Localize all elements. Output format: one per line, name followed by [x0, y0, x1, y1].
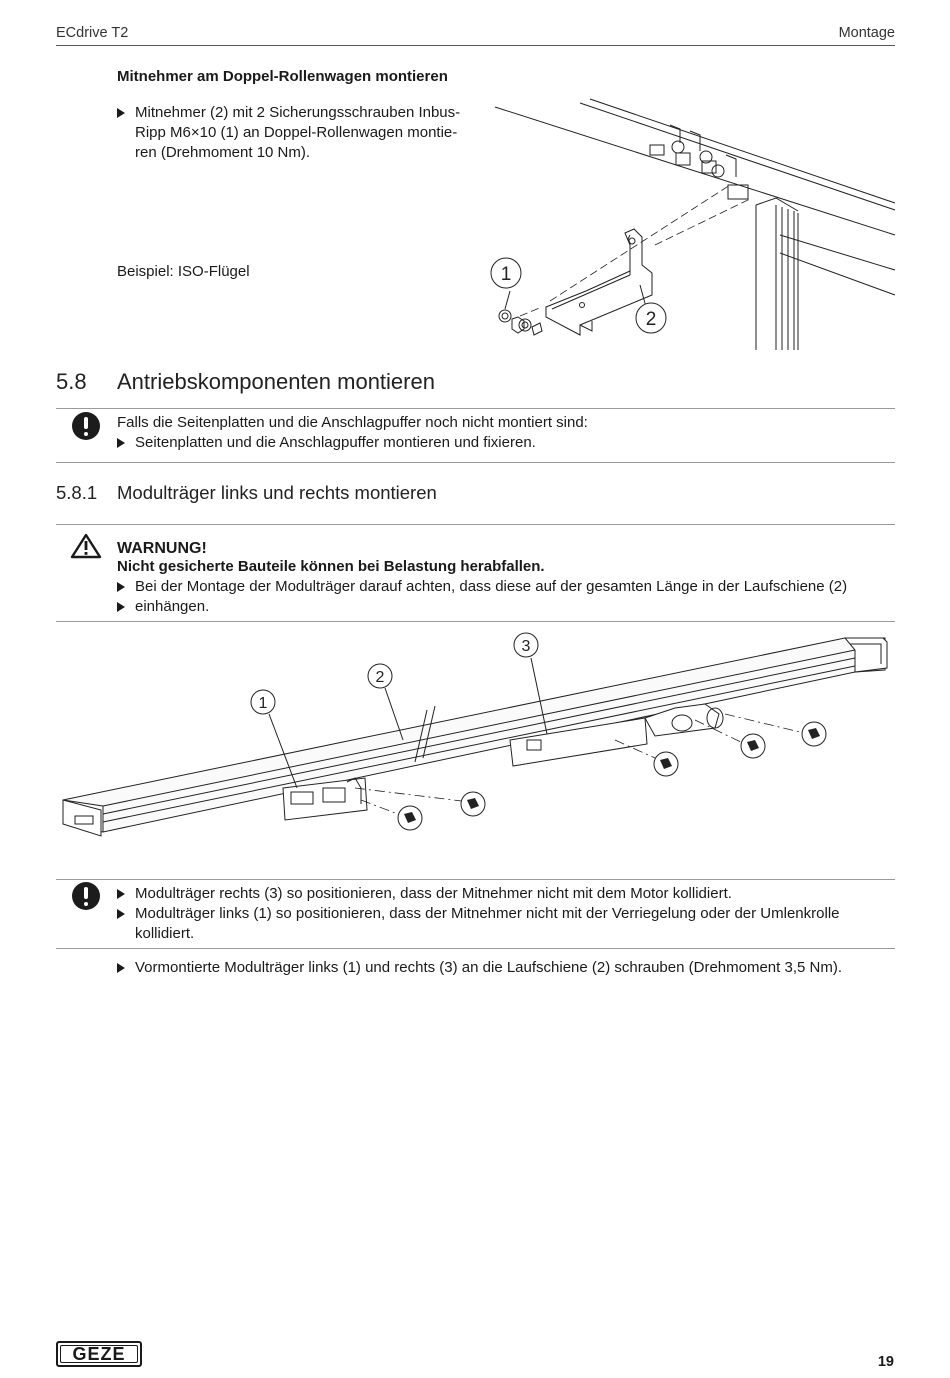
bullet-arrow-icon — [117, 108, 125, 118]
section-title: Antriebskomponenten montieren — [117, 369, 435, 394]
note2-step-1 — [117, 884, 887, 904]
mitnehmer-callout-1: 1 — [500, 264, 512, 285]
warning-step-2-text: einhängen. — [135, 598, 210, 615]
module-callout-1: 1 — [258, 695, 268, 712]
warning-bottom-rule — [56, 621, 895, 622]
final-step — [117, 958, 887, 978]
bullet-arrow-icon — [117, 582, 125, 592]
note2-top-rule — [56, 879, 895, 880]
bullet-arrow-icon — [117, 438, 125, 448]
section-number: 5.8 — [56, 369, 87, 394]
note2-step-2 — [117, 904, 887, 924]
module-carrier-illustration — [55, 628, 895, 868]
mitnehmer-step-line-2: Ripp M6×10 (1) an Doppel-Rollenwagen montie- — [135, 124, 458, 141]
final-step-text: Vormontierte Modulträger links (1) und rechts (3) an die Laufschiene (2) schrauben (Drehmoment 3,5 Nm). — [135, 959, 842, 976]
note1-step — [117, 433, 817, 453]
header-chapter: Montage — [838, 25, 895, 41]
geze-logo-text: GEZE — [72, 1344, 126, 1364]
subsection-title: Modulträger links und rechts montieren — [117, 482, 437, 503]
bullet-arrow-icon — [117, 909, 125, 919]
note2-step-2-text: Modulträger links (1) so positionieren, dass der Mitnehmer nicht mit der Verriegelung oder der Umlenkrolle — [135, 905, 840, 922]
header-rule — [56, 45, 895, 46]
module-callout-3: 3 — [521, 638, 531, 655]
mitnehmer-illustration — [480, 95, 900, 355]
mitnehmer-callout-2: 2 — [645, 309, 657, 330]
warning-subtitle: Nicht gesicherte Bauteile können bei Belastung herabfallen. — [117, 558, 545, 575]
subsection-number: 5.8.1 — [56, 482, 98, 503]
mitnehmer-heading: Mitnehmer am Doppel-Rollenwagen montieren — [117, 68, 448, 85]
bullet-arrow-icon — [117, 602, 125, 612]
mitnehmer-step-line-1: Mitnehmer (2) mit 2 Sicherungsschrauben Inbus- — [135, 104, 461, 121]
warning-step-1 — [117, 577, 887, 597]
mitnehmer-step-line-3: ren (Drehmoment 10 Nm). — [135, 144, 311, 161]
module-callout-2: 2 — [375, 669, 385, 686]
note1-top-rule — [56, 408, 895, 409]
note1-step-text: Seitenplatten und die Anschlagpuffer montieren und fixieren. — [135, 434, 536, 451]
geze-logo — [56, 1341, 142, 1367]
warning-step-1-text: Bei der Montage der Modulträger darauf achten, dass diese auf der gesamten Länge in der Laufschiene (2) — [135, 578, 848, 595]
note2-continuation: kollidiert. — [135, 925, 195, 942]
warning-top-rule — [56, 524, 895, 525]
bullet-arrow-icon — [117, 963, 125, 973]
header-doc-title: ECdrive T2 — [56, 25, 129, 41]
exclamation-icon — [72, 412, 100, 440]
note2-bottom-rule — [56, 948, 895, 949]
note2-step-1-text: Modulträger rechts (3) so positionieren, dass der Mitnehmer nicht mit dem Motor kollidiert. — [135, 885, 732, 902]
exclamation-icon — [72, 882, 100, 910]
mitnehmer-step — [117, 103, 477, 165]
note1-text: Falls die Seitenplatten und die Anschlagpuffer noch nicht montiert sind: — [117, 414, 588, 431]
page-number: 19 — [877, 1354, 894, 1370]
warning-triangle-icon — [70, 533, 102, 559]
warning-title: WARNUNG! — [117, 540, 207, 557]
mitnehmer-example: Beispiel: ISO-Flügel — [117, 263, 250, 280]
note1-bottom-rule — [56, 462, 895, 463]
warning-step-2 — [117, 597, 887, 617]
bullet-arrow-icon — [117, 889, 125, 899]
